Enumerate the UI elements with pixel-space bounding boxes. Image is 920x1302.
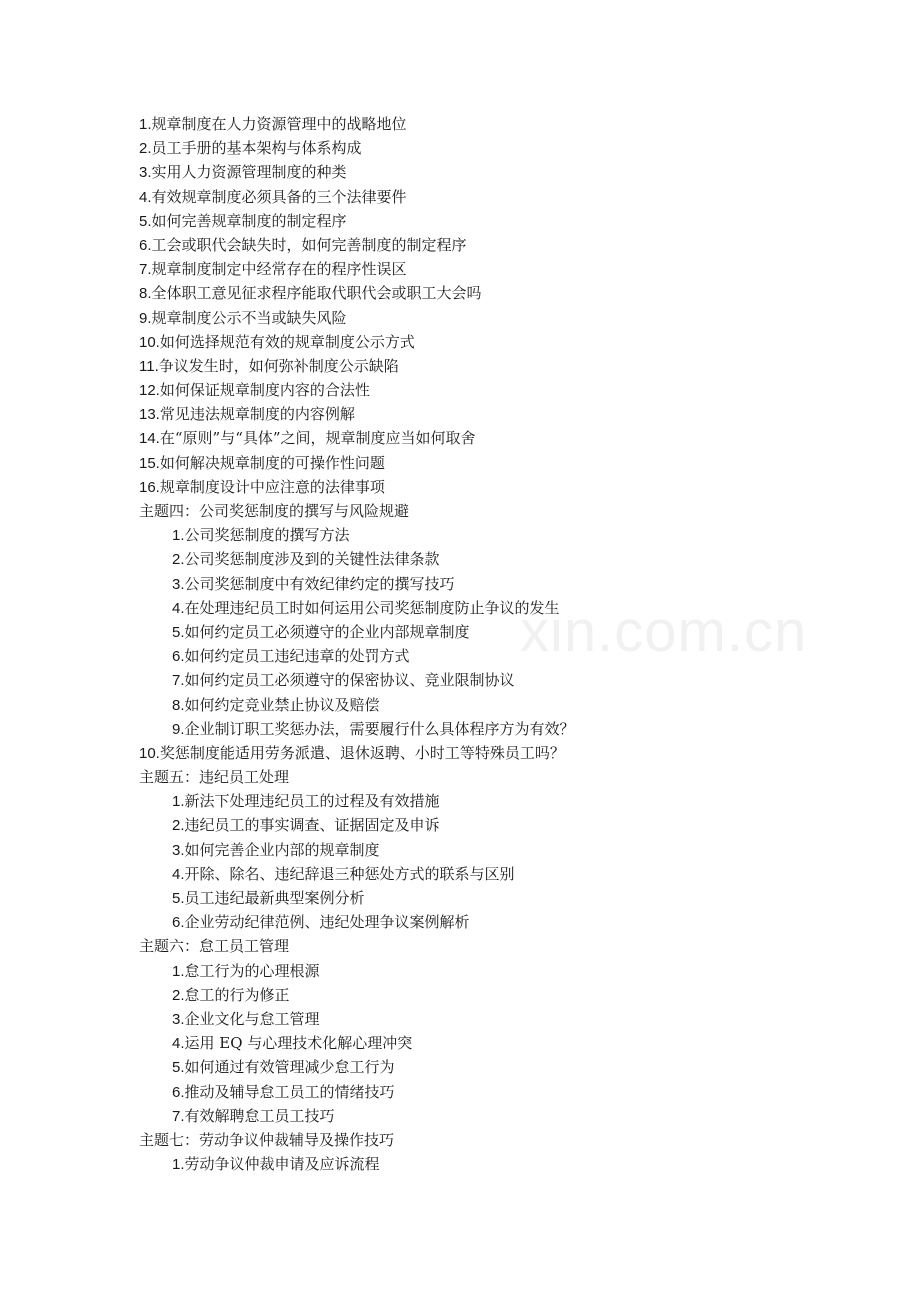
- list-item-number: 1.: [172, 793, 185, 811]
- list-item-text: 劳动争议仲裁申请及应诉流程: [184, 1155, 380, 1174]
- list-item-text: 如何约定员工必须遵守的企业内部规章制度: [184, 622, 470, 641]
- list-item-number: 2.: [139, 140, 152, 158]
- list-item-number: 3.: [172, 841, 185, 859]
- section-heading: [139, 765, 879, 789]
- list-item: [139, 426, 879, 450]
- list-item-text: 在处理违纪员工时如何运用公司奖惩制度防止争议的发生: [184, 598, 560, 617]
- list-item-text: 规章制度制定中经常存在的程序性误区: [151, 260, 407, 279]
- list-item-text: 如何约定竞业禁止协议及赔偿: [184, 695, 380, 714]
- list-item: [139, 523, 879, 547]
- list-item-number: 5.: [172, 623, 185, 641]
- document-body: [139, 112, 879, 1176]
- list-item-number: 14.: [139, 430, 160, 448]
- list-item-number: 1.: [139, 116, 152, 133]
- list-item: [139, 160, 879, 184]
- list-item-text: 如何完善企业内部的规章制度: [184, 840, 380, 859]
- section-heading-text: 主题四：公司奖惩制度的撰写与风险规避: [139, 502, 410, 520]
- list-item-text: 实用人力资源管理制度的种类: [151, 163, 347, 182]
- list-item-text: 规章制度在人力资源管理中的战略地位: [151, 115, 407, 133]
- list-item-text: 在“原则”与“具体”之间，规章制度应当如何取舍: [159, 429, 476, 448]
- list-item-text: 公司奖惩制度的撰写方法: [184, 526, 350, 545]
- list-item-text: 员工手册的基本架构与体系构成: [151, 139, 362, 158]
- list-item: [139, 451, 879, 475]
- list-item-text: 运用 EQ 与心理技术化解心理冲突: [184, 1034, 413, 1053]
- list-item: [139, 838, 879, 862]
- list-item-number: 7.: [172, 672, 185, 690]
- list-item-number: 6.: [172, 648, 185, 666]
- list-item-number: 13.: [139, 406, 160, 424]
- list-item: [139, 330, 879, 354]
- section-heading: [139, 934, 879, 958]
- list-item: [139, 741, 879, 765]
- list-item-text: 公司奖惩制度涉及到的关键性法律条款: [184, 550, 440, 569]
- list-item-number: 6.: [139, 236, 152, 254]
- list-item-number: 7.: [139, 261, 152, 279]
- list-item-number: 8.: [172, 696, 185, 714]
- section-heading: [139, 1128, 879, 1152]
- list-item-number: 1.: [172, 962, 185, 980]
- list-item-number: 3.: [172, 1010, 185, 1028]
- list-item: [139, 668, 879, 692]
- list-item: [139, 136, 879, 160]
- list-item-text: 奖惩制度能适用劳务派遣、退休返聘、小时工等特殊员工吗？: [159, 743, 565, 762]
- list-item: [139, 378, 879, 402]
- list-item-number: 1.: [172, 1156, 185, 1174]
- list-item-number: 15.: [139, 454, 160, 472]
- list-item-text: 如何解决规章制度的可操作性问题: [159, 453, 385, 472]
- list-item-number: 5.: [172, 890, 185, 907]
- list-item-text: 公司奖惩制度中有效纪律约定的撰写技巧: [184, 574, 455, 593]
- list-item: [139, 209, 879, 233]
- section-heading-text: 主题六：怠工员工管理: [139, 937, 290, 956]
- list-item-number: 7.: [172, 1107, 185, 1125]
- list-item-number: 3.: [172, 575, 185, 593]
- list-item-number: 2.: [172, 986, 185, 1004]
- list-item: [139, 644, 879, 668]
- list-item-text: 如何约定员工必须遵守的保密协议、竞业限制协议: [184, 671, 515, 690]
- list-item-number: 12.: [139, 382, 160, 400]
- list-item-text: 企业劳动纪律范例、违纪处理争议案例解析: [184, 913, 470, 932]
- list-item-number: 6.: [172, 1083, 185, 1101]
- list-item-text: 如何通过有效管理减少怠工行为: [184, 1058, 395, 1077]
- list-item-number: 9.: [139, 309, 152, 327]
- list-item-text: 推动及辅导怠工员工的情绪技巧: [184, 1082, 395, 1101]
- list-item: [139, 233, 879, 257]
- list-item-text: 怠工的行为修正: [184, 985, 290, 1004]
- list-item-text: 企业制订职工奖惩办法，需要履行什么具体程序方为有效？: [184, 719, 575, 738]
- list-item: [139, 813, 879, 837]
- list-item-text: 规章制度设计中应注意的法律事项: [159, 477, 385, 496]
- list-item: [139, 1152, 879, 1176]
- list-item: [139, 112, 879, 136]
- list-item-number: 11.: [139, 357, 159, 375]
- list-item: [139, 281, 879, 305]
- list-item-number: 4.: [139, 188, 152, 206]
- list-item: [139, 1080, 879, 1104]
- list-item: [139, 306, 879, 330]
- list-item: [139, 693, 879, 717]
- list-item: [139, 547, 879, 571]
- list-item-text: 全体职工意见征求程序能取代职代会或职工大会吗: [151, 284, 482, 303]
- list-item-number: 4.: [172, 865, 185, 883]
- list-item: [139, 620, 879, 644]
- list-item-text: 如何完善规章制度的制定程序: [151, 211, 347, 230]
- watermark-text: xin.com.cn: [520, 599, 808, 664]
- list-item-text: 有效解聘怠工员工技巧: [184, 1106, 335, 1125]
- list-item-text: 工会或职代会缺失时，如何完善制度的制定程序: [151, 235, 467, 254]
- list-item-text: 如何约定员工违纪违章的处罚方式: [184, 647, 410, 666]
- list-item-text: 有效规章制度必须具备的三个法律要件: [151, 187, 407, 206]
- list-item: [139, 402, 879, 426]
- list-item: [139, 789, 879, 813]
- list-item: [139, 983, 879, 1007]
- list-item-text: 如何选择规范有效的规章制度公示方式: [159, 332, 415, 351]
- list-item-number: 5.: [139, 212, 152, 230]
- list-item: [139, 886, 879, 910]
- list-item-number: 4.: [172, 1035, 185, 1053]
- list-item-number: 6.: [172, 914, 185, 932]
- section-heading-text: 主题七：劳动争议仲裁辅导及操作技巧: [139, 1130, 395, 1149]
- list-item-number: 4.: [172, 599, 185, 617]
- list-item: [139, 717, 879, 741]
- list-item-text: 开除、除名、违纪辞退三种惩处方式的联系与区别: [184, 864, 515, 883]
- list-item-number: 2.: [172, 551, 185, 569]
- section-heading-text: 主题五：违纪员工处理: [139, 768, 290, 787]
- list-item-number: 10.: [139, 744, 160, 762]
- list-item: [139, 1007, 879, 1031]
- list-item: [139, 959, 879, 983]
- list-item: [139, 185, 879, 209]
- list-item: [139, 475, 879, 499]
- list-item-text: 企业文化与怠工管理: [184, 1009, 320, 1028]
- list-item-number: 10.: [139, 333, 160, 351]
- list-item: [139, 257, 879, 281]
- list-item: [139, 596, 879, 620]
- list-item-text: 违纪员工的事实调查、证据固定及申诉: [184, 816, 440, 835]
- list-item-text: 怠工行为的心理根源: [184, 961, 320, 980]
- list-item-text: 规章制度公示不当或缺失风险: [151, 308, 347, 327]
- list-item-number: 9.: [172, 720, 185, 738]
- list-item: [139, 1031, 879, 1055]
- list-item: [139, 1055, 879, 1079]
- list-item: [139, 862, 879, 886]
- list-item-text: 如何保证规章制度内容的合法性: [159, 381, 370, 400]
- section-heading: [139, 499, 879, 523]
- list-item-number: 2.: [172, 817, 185, 835]
- list-item-number: 8.: [139, 285, 152, 303]
- list-item-number: 16.: [139, 478, 160, 496]
- list-item-text: 员工违纪最新典型案例分析: [184, 889, 365, 907]
- list-item-text: 新法下处理违纪员工的过程及有效措施: [184, 792, 440, 811]
- list-item: [139, 1104, 879, 1128]
- list-item: [139, 354, 879, 378]
- list-item: [139, 910, 879, 934]
- list-item-number: 1.: [172, 527, 185, 545]
- list-item: [139, 572, 879, 596]
- list-item-text: 常见违法规章制度的内容例解: [159, 405, 355, 424]
- list-item-number: 5.: [172, 1059, 185, 1077]
- list-item-number: 3.: [139, 164, 152, 182]
- list-item-text: 争议发生时，如何弥补制度公示缺陷: [158, 356, 399, 375]
